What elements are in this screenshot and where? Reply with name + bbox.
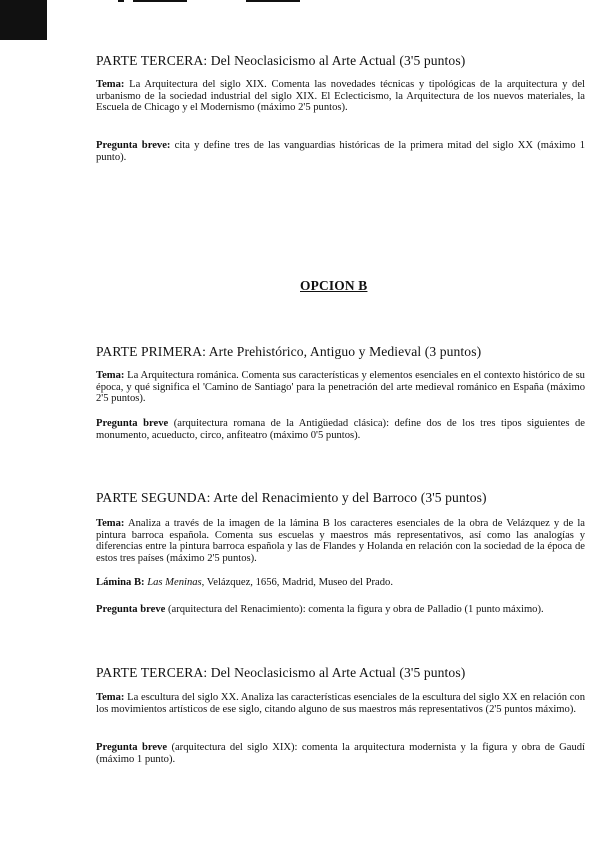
tema-text: La Arquitectura del siglo XIX. Comenta las novedades técnicas y tipológicas de la arquitectura y del urbanismo de la sociedad industrial del siglo XIX. El Eclecticismo, la Arquitectura de los nuevos materiales, la Escuela de Chicago y el Modernismo (máximo 2'5 puntos). xyxy=(96,79,585,114)
tema-p1b xyxy=(96,370,585,405)
tema-label: Tema: xyxy=(96,79,125,90)
pregunta-label: Pregunta breve xyxy=(96,418,169,429)
tema-label: Tema: xyxy=(96,518,125,529)
section-title-p3a: PARTE TERCERA: Del Neoclasicismo al Arte Actual (3'5 puntos) xyxy=(96,53,466,68)
tema-label: Tema: xyxy=(96,370,125,381)
scan-corner-mark xyxy=(0,0,47,40)
pregunta-p2b xyxy=(96,604,585,616)
tema-p2b xyxy=(96,518,585,564)
pregunta-text: cita y define tres de las vanguardias históricas de la primera mitad del siglo XX (máximo 1 punto). xyxy=(96,140,585,163)
tema-text: La Arquitectura románica. Comenta sus características y elementos esenciales en el contexto histórico de su época, y qué significa el 'Camino de Santiago' para la penetración del arte medieval románico en España (máximo 2'5 puntos). xyxy=(96,370,585,405)
pregunta-text: (arquitectura del Renacimiento): comenta la figura y obra de Palladio (1 punto máximo). xyxy=(168,604,544,615)
section-title-p3b: PARTE TERCERA: Del Neoclasicismo al Arte Actual (3'5 puntos) xyxy=(96,665,466,680)
lamina-details: , Velázquez, 1656, Madrid, Museo del Prado. xyxy=(201,577,394,588)
lamina-p2b xyxy=(96,577,585,589)
tema-label: Tema: xyxy=(96,692,125,703)
pregunta-p3a xyxy=(96,140,585,163)
section-title-p2b: PARTE SEGUNDA: Arte del Renacimiento y del Barroco (3'5 puntos) xyxy=(96,490,487,505)
pregunta-text: (arquitectura del siglo XIX): comenta la arquitectura modernista y la figura y obra de Gaudí (máximo 1 punto). xyxy=(96,742,585,765)
opcion-b-heading: OPCION B xyxy=(300,278,368,293)
lamina-label: Lámina B: xyxy=(96,577,145,588)
tema-p3b xyxy=(96,692,585,715)
pregunta-p1b xyxy=(96,418,585,441)
pregunta-label: Pregunta breve xyxy=(96,604,166,615)
pregunta-p3b xyxy=(96,742,585,765)
tema-text: Analiza a través de la imagen de la lámina B los caracteres esenciales de la obra de Velázquez y de la pintura barroca española. Comenta sus escuelas y maestros más representativos, así como las analogías y diferencias entre la pintura barroca española y las de Flandes y Holanda en relación con la sociedad de la época de estos tres países (máximo 2'5 puntos). xyxy=(96,518,585,564)
pregunta-text: (arquitectura romana de la Antigüedad clásica): define dos de los tres tipos siguientes de monumento, acueducto, circo, anfiteatro (máximo 0'5 puntos). xyxy=(96,418,585,441)
pregunta-label: Pregunta breve: xyxy=(96,140,171,151)
lamina-work-title: Las Meninas xyxy=(147,577,202,588)
section-title-p1b: PARTE PRIMERA: Arte Prehistórico, Antiguo y Medieval (3 puntos) xyxy=(96,344,482,359)
tema-text: La escultura del siglo XX. Analiza las características esenciales de la escultura del siglo XX en relación con los movimientos artísticos de ese siglo, citando alguno de sus maestros más representativos (2'5 puntos máximo). xyxy=(96,692,585,715)
pregunta-label: Pregunta breve xyxy=(96,742,168,753)
tema-p3a xyxy=(96,79,585,114)
